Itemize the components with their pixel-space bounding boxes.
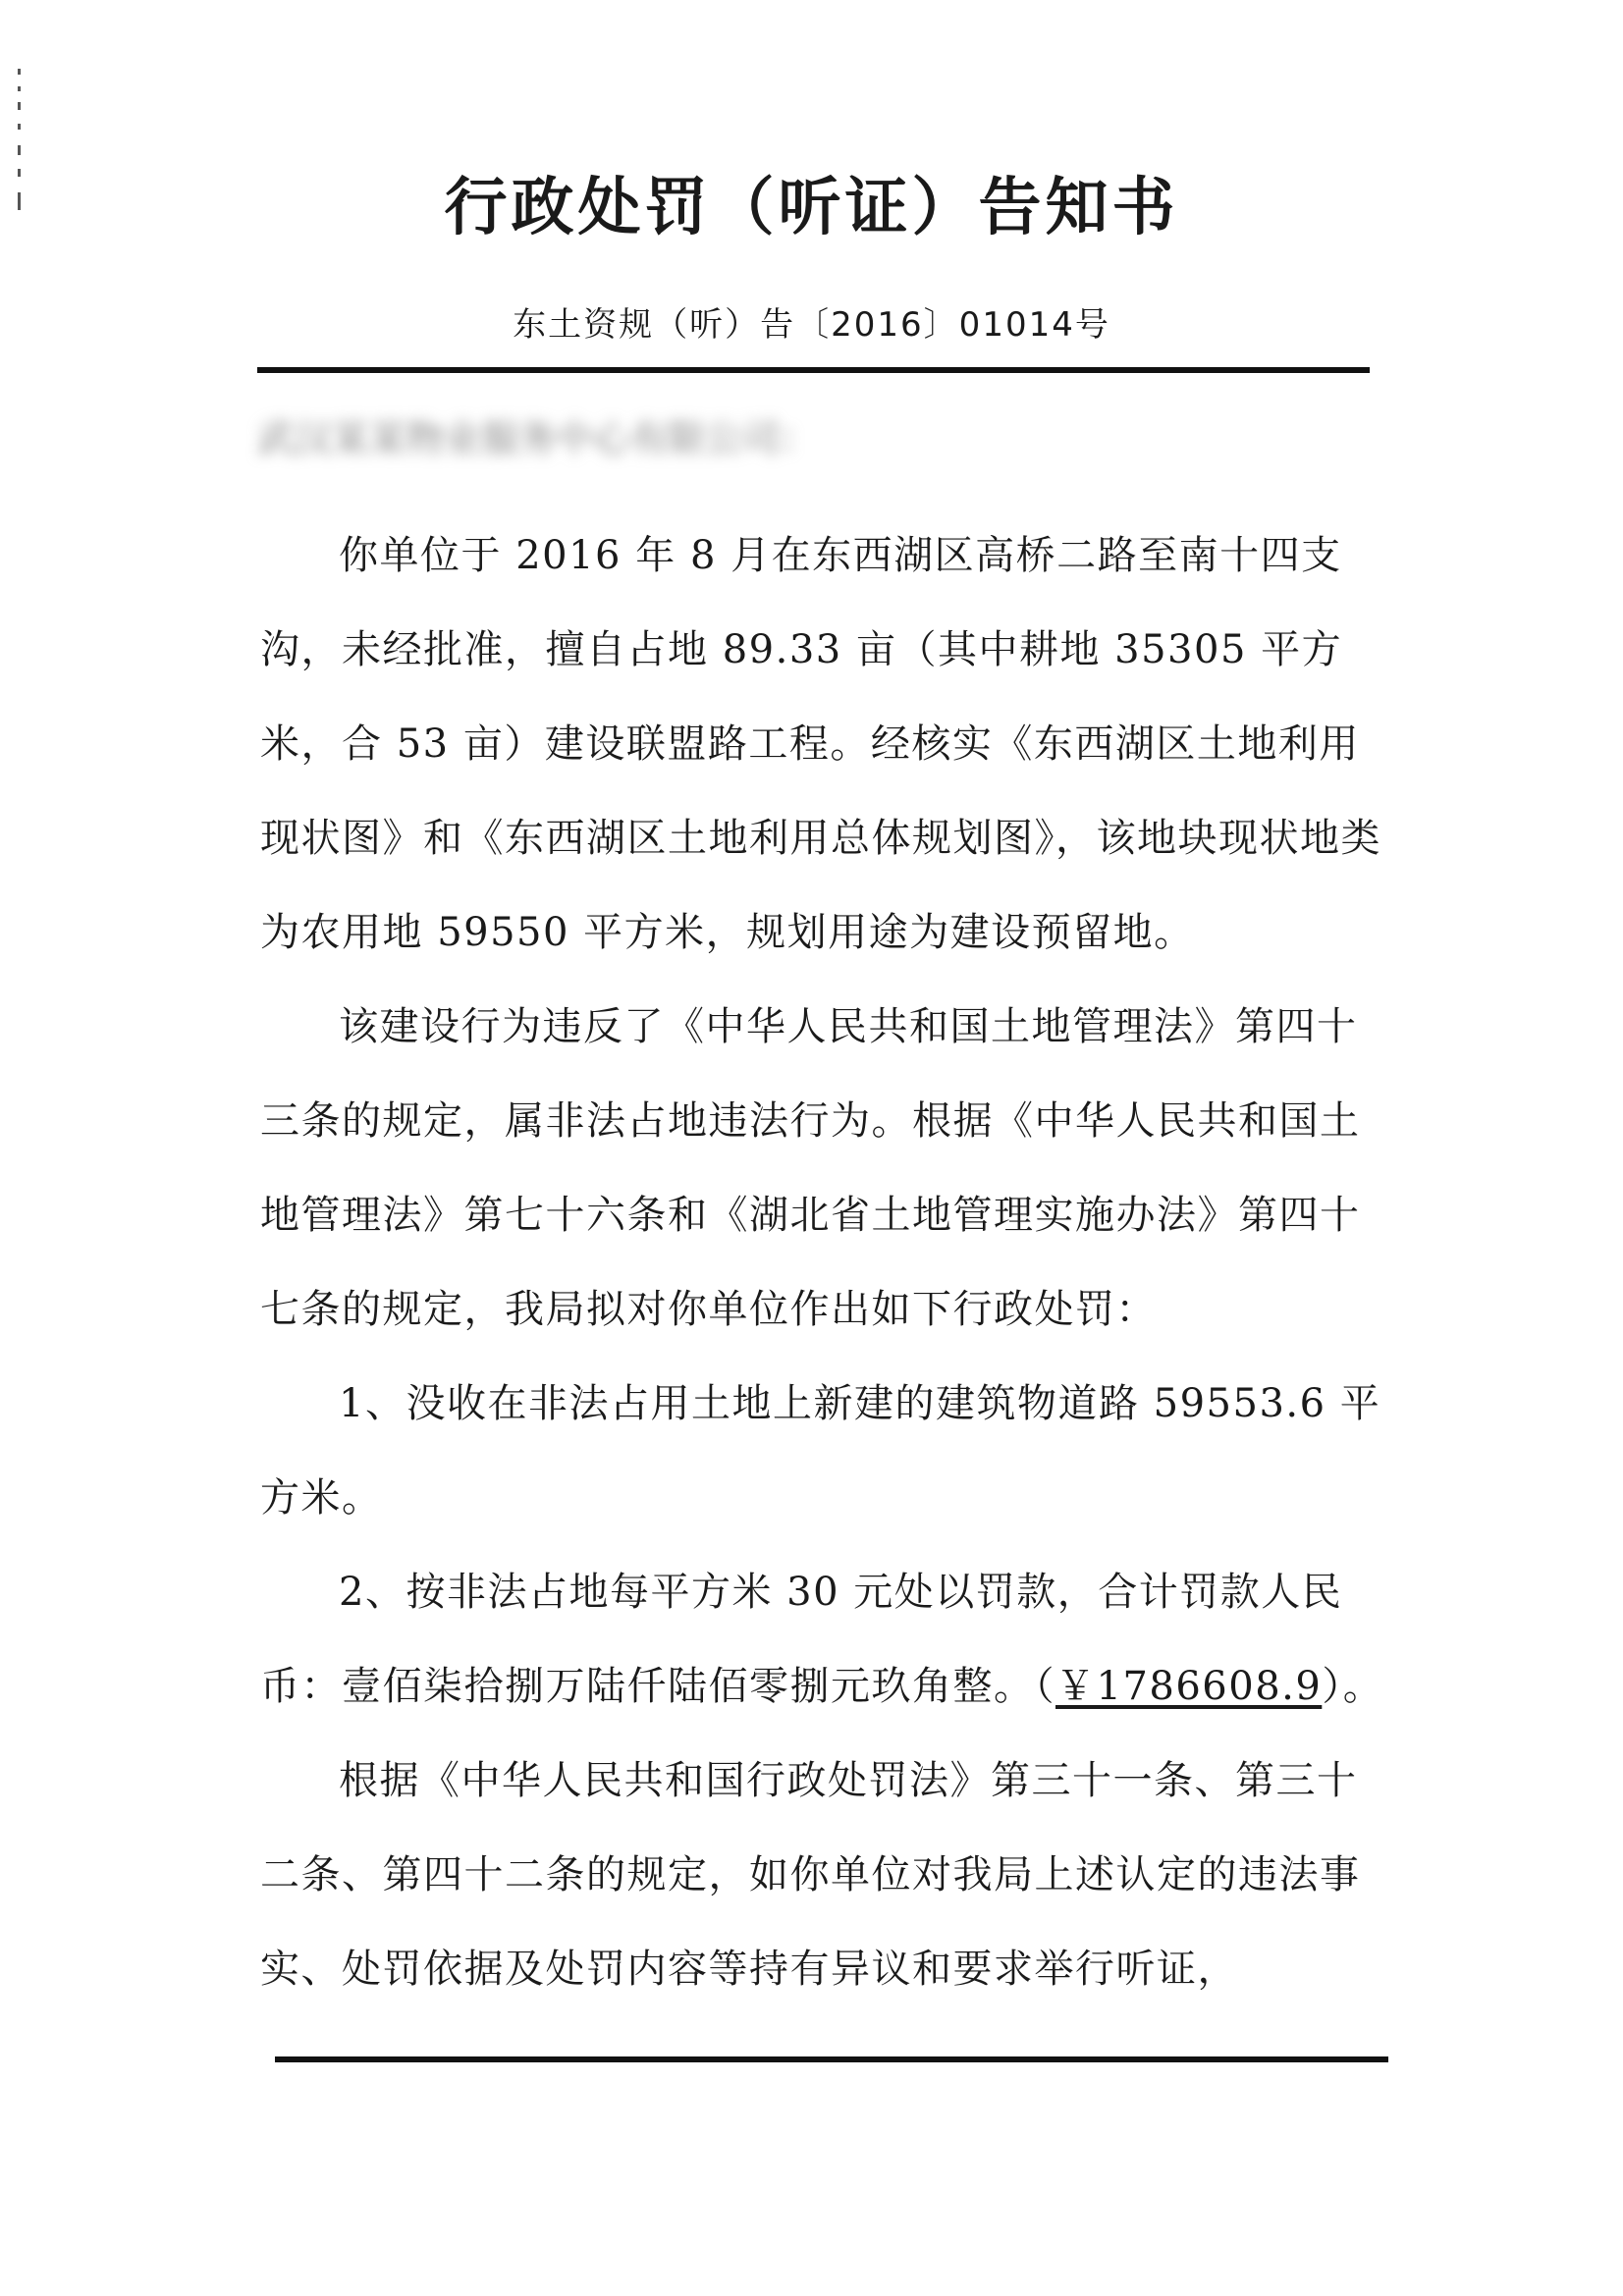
document-number: 东土资规（听）告〔2016〕01014号	[513, 305, 1110, 345]
footer-divider	[275, 2056, 1388, 2062]
body-text	[260, 508, 1389, 2016]
paragraph-hearing-rights: 根据《中华人民共和国行政处罚法》第三十一条、第三十二条、第四十二条的规定，如你单位对我局上述认定的违法事实、处罚依据及处罚内容等持有异议和要求举行听证，	[260, 1758, 1361, 1992]
document-title: 行政处罚（听证）告知书	[444, 172, 1179, 244]
fine-text: 2、按非法占地每平方米 30 元处以罚款，合计罚款人民币：壹佰柒拾捌万陆仟陆佰零捌元玖角整。（	[260, 1570, 1343, 1709]
recipient-redacted: 武汉某某物业服务中心有限公司：	[257, 417, 818, 460]
paragraph-legal-basis: 该建设行为违反了《中华人民共和国土地管理法》第四十三条的规定，属非法占地违法行为。根据《中华人民共和国土地管理法》第七十六条和《湖北省土地管理实施办法》第四十七条的规定，我局拟对你单位作出如下行政处罚：	[260, 1004, 1361, 1332]
paragraph-penalty-1: 1、没收在非法占用土地上新建的建筑物道路 59553.6 平方米。	[260, 1381, 1381, 1521]
fine-amount: ￥1786608.9	[1055, 1664, 1323, 1709]
paragraph-facts: 你单位于 2016 年 8 月在东西湖区高桥二路至南十四支沟，未经批准，擅自占地 89.33 亩（其中耕地 35305 平方米，合 53 亩）建设联盟路工程。经核实《东西湖区土地利用现状图》和《东西湖区土地利用总体规划图》，该地块现状地类为农用地 59550 平方米，规划用途为建设预留地。	[260, 533, 1381, 955]
fine-text-end: ）。	[1322, 1664, 1384, 1709]
paragraph-penalty-2	[260, 1545, 1389, 1734]
header-divider	[257, 367, 1370, 373]
